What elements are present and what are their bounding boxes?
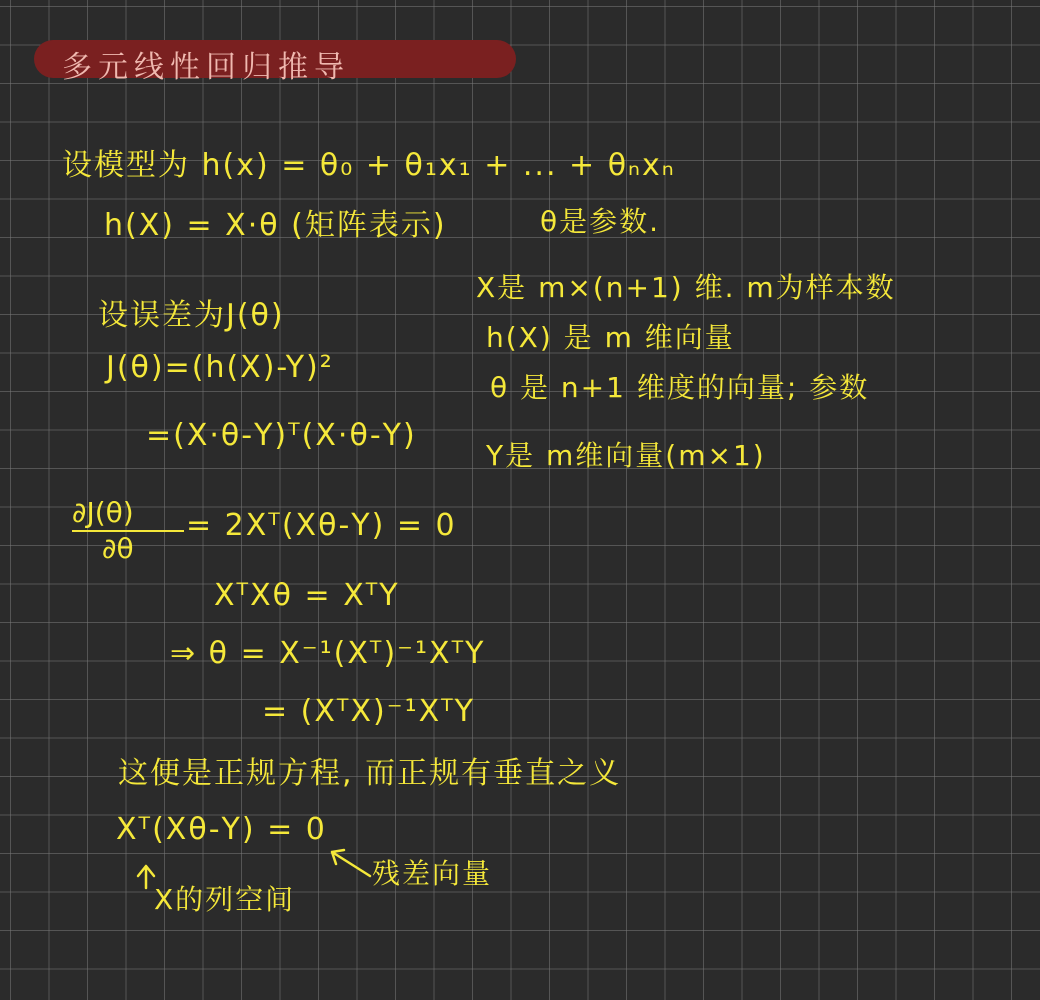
y-dimension-note: Y是 m维向量(m×1) xyxy=(486,439,766,472)
orthogonality-equation: Xᵀ(Xθ-Y) = 0 xyxy=(116,812,327,847)
solve-step-1: ⇒ θ = X⁻¹(Xᵀ)⁻¹XᵀY xyxy=(170,636,486,671)
matrix-form: h(X) = X·θ (矩阵表示) xyxy=(104,208,447,243)
residual-vector-label: 残差向量 xyxy=(372,857,493,890)
theta-parameter-note: θ是参数. xyxy=(540,205,661,238)
normal-equation-conclusion: 这便是正规方程, 而正规有垂直之义 xyxy=(118,756,622,791)
derivative-equation: = 2Xᵀ(Xθ-Y) = 0 xyxy=(186,508,457,543)
cost-function: J(θ)=(h(X)-Y)² xyxy=(106,350,334,385)
page-title: 多元线性回归推导 xyxy=(62,50,350,85)
theta-dimension-note: θ 是 n+1 维度的向量; 参数 xyxy=(490,371,870,404)
derivative-denominator: ∂θ xyxy=(102,532,134,565)
normal-equation: XᵀXθ = XᵀY xyxy=(214,578,400,613)
x-dimension-note: X是 m×(n+1) 维. m为样本数 xyxy=(476,271,896,304)
column-space-label: X的列空间 xyxy=(154,883,296,916)
residual-arrow-icon xyxy=(332,850,370,876)
derivative-numerator: ∂J(θ) xyxy=(72,496,134,529)
model-definition: 设模型为 h(x) = θ₀ + θ₁x₁ + ... + θₙxₙ xyxy=(62,148,676,183)
error-definition: 设误差为J(θ) xyxy=(98,298,285,333)
column-space-arrow-icon xyxy=(138,866,154,888)
cost-function-expanded: =(X·θ-Y)ᵀ(X·θ-Y) xyxy=(146,418,417,453)
solve-step-2: = (XᵀX)⁻¹XᵀY xyxy=(262,694,476,729)
hx-dimension-note: h(X) 是 m 维向量 xyxy=(486,321,735,354)
